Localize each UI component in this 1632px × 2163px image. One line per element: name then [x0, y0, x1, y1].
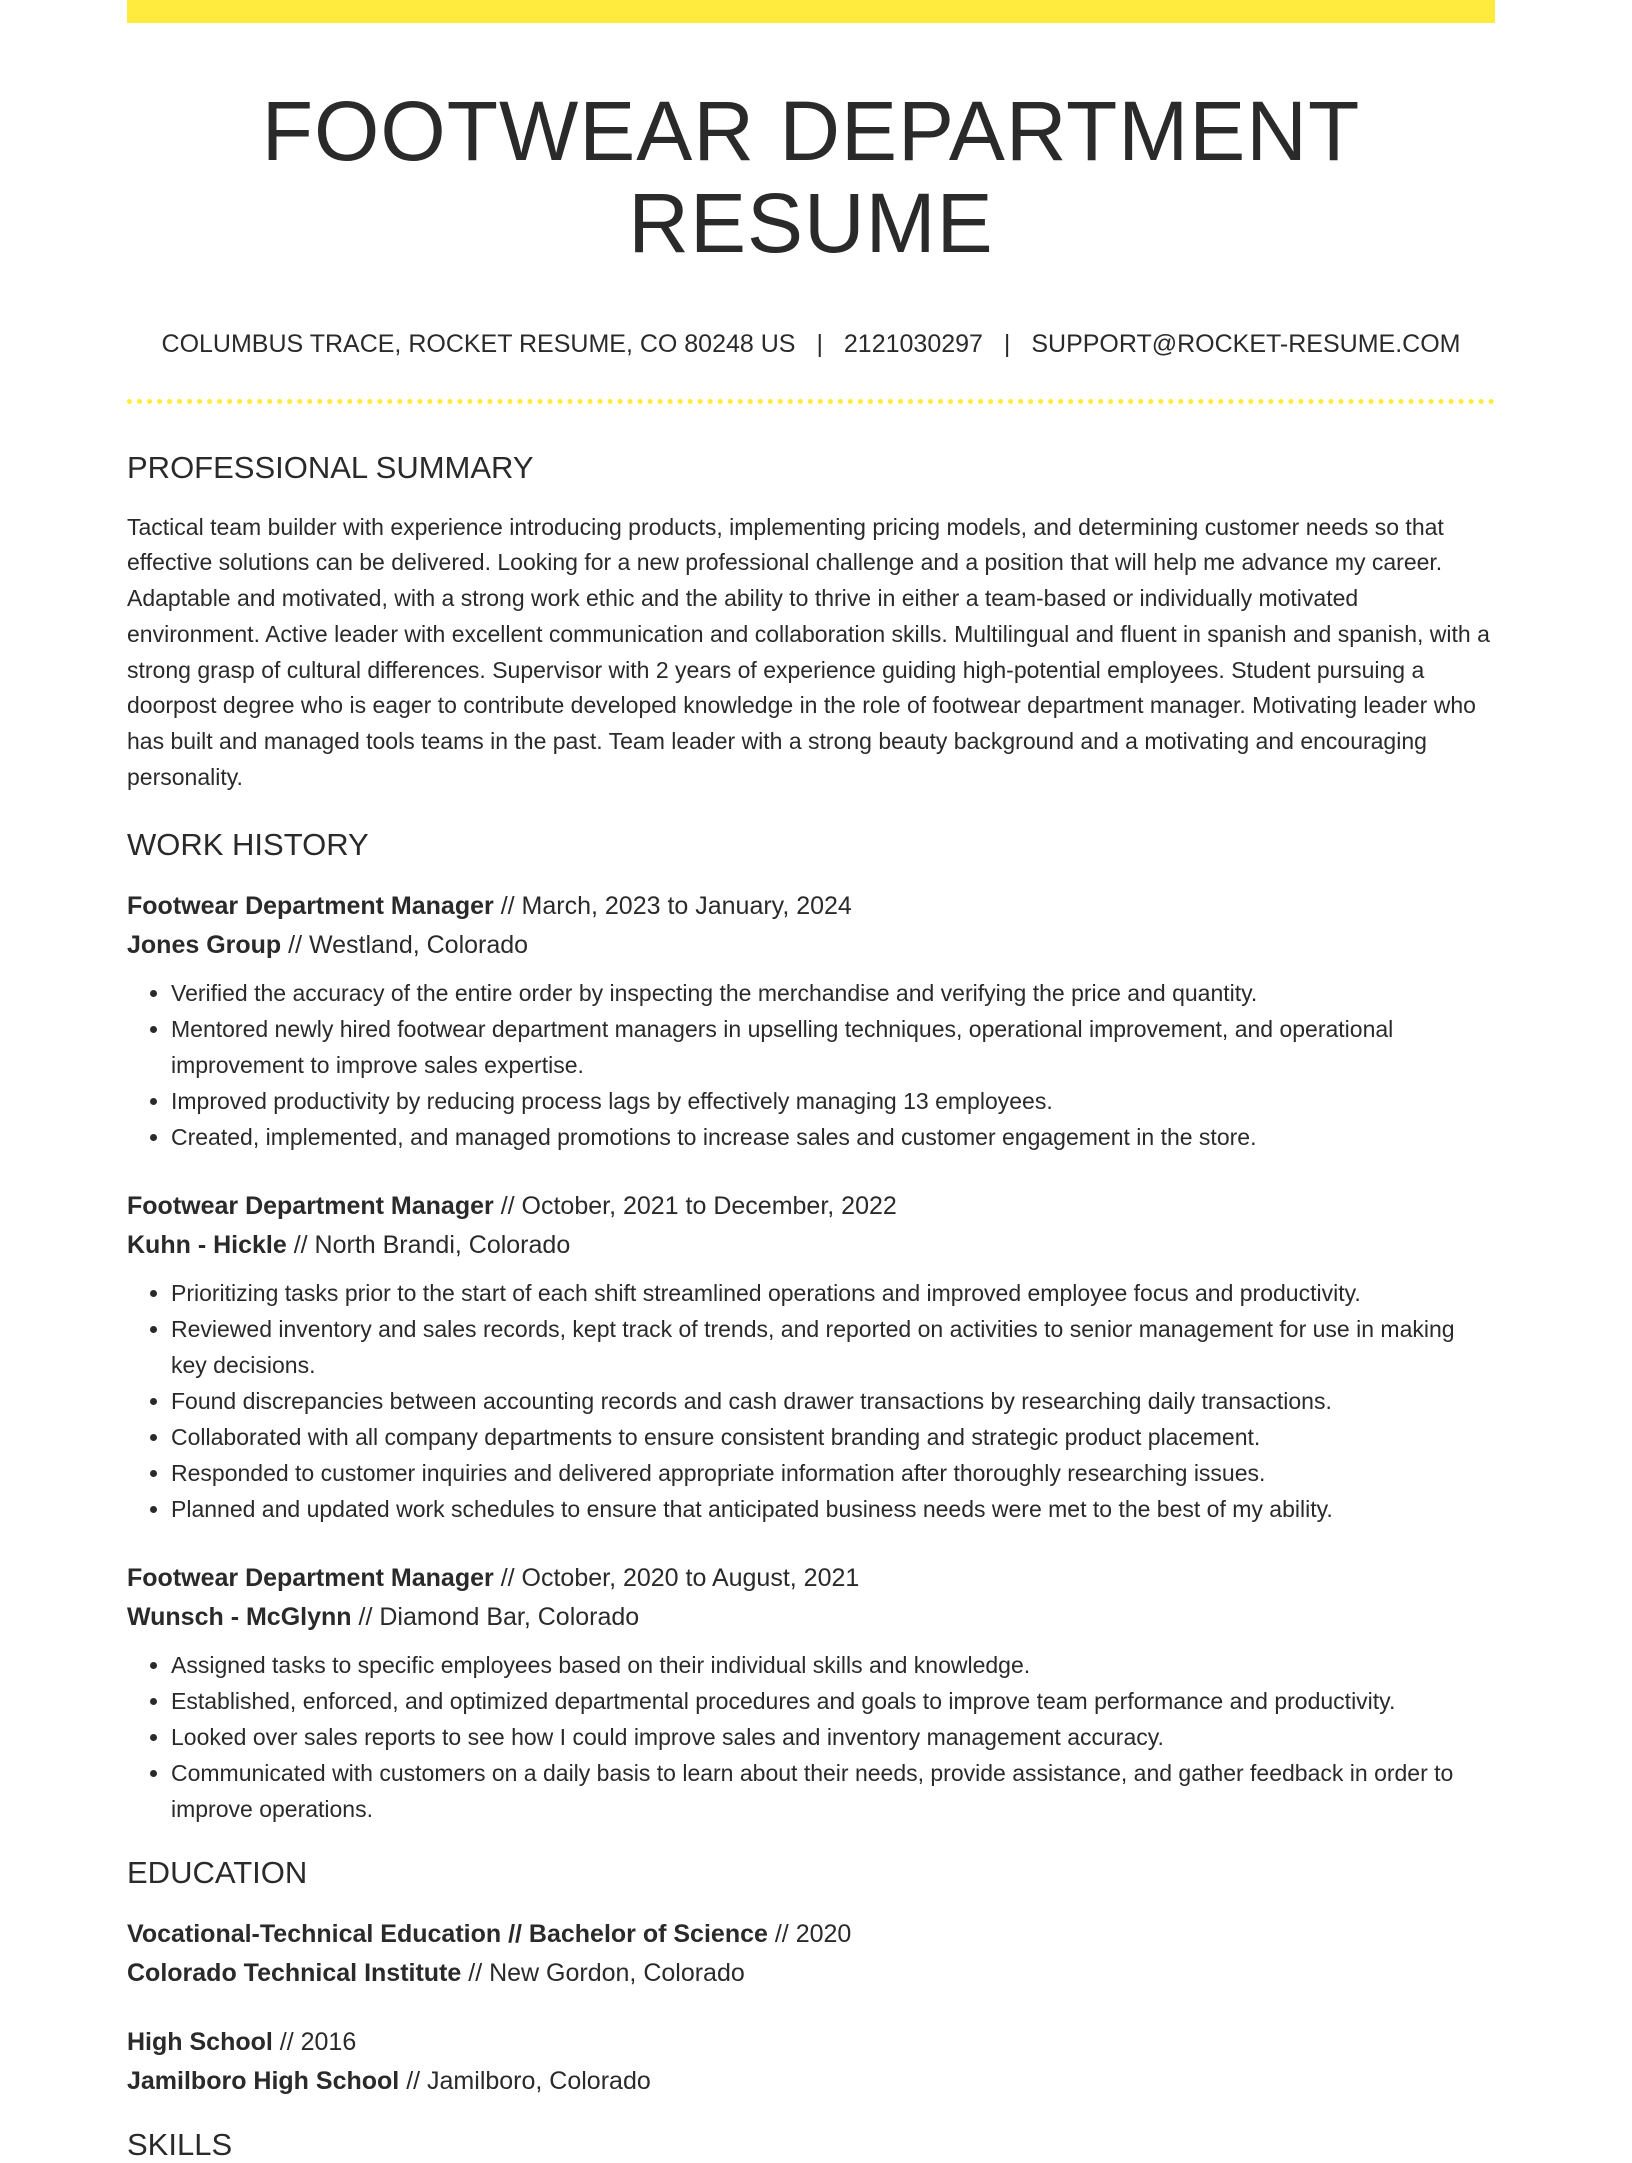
job-entry: [127, 887, 1495, 1155]
education-school: Colorado Technical Institute: [127, 1959, 462, 1988]
job-bullet: • Collaborated with all company departments to ensure consistent branding and strategic product placement.: [171, 1419, 1495, 1455]
job-dates: // March, 2023 to January, 2024: [493, 892, 852, 921]
job-bullet: • Created, implemented, and managed promotions to increase sales and customer engagement in the store.: [171, 1119, 1495, 1155]
job-bullet: • Looked over sales reports to see how I could improve sales and inventory management accuracy.: [171, 1719, 1495, 1755]
contact-address: COLUMBUS TRACE, ROCKET RESUME, CO 80248 US: [161, 329, 796, 358]
job-title: Footwear Department Manager: [127, 892, 494, 921]
job-location: // North Brandi, Colorado: [286, 1231, 571, 1260]
education-degree-line: [127, 1915, 1495, 1954]
education-location: // New Gordon, Colorado: [461, 1959, 745, 1988]
accent-bar: [127, 0, 1495, 23]
job-company: Kuhn - Hickle: [127, 1231, 287, 1260]
job-title: Footwear Department Manager: [127, 1192, 494, 1221]
job-company-line: [127, 1598, 1495, 1637]
skills-heading: SKILLS: [127, 2127, 233, 2163]
education-year: // 2016: [272, 2028, 357, 2057]
education-degree: High School: [127, 2028, 273, 2057]
job-location: // Diamond Bar, Colorado: [351, 1603, 640, 1632]
job-bullet: • Established, enforced, and optimized departmental procedures and goals to improve team performance and productivity.: [171, 1683, 1495, 1719]
job-title-line: [127, 1187, 1495, 1226]
job-bullet: • Found discrepancies between accounting records and cash drawer transactions by researching daily transactions.: [171, 1383, 1495, 1419]
job-bullet: • Mentored newly hired footwear department managers in upselling techniques, operational improvement, and operational improvement to improve sales expertise.: [171, 1011, 1495, 1083]
job-dates: // October, 2021 to December, 2022: [493, 1192, 897, 1221]
education-school: Jamilboro High School: [127, 2067, 400, 2096]
job-company: Jones Group: [127, 931, 282, 960]
job-company-line: [127, 926, 1495, 965]
summary-heading: PROFESSIONAL SUMMARY: [127, 449, 534, 485]
education-entry: [127, 2023, 1495, 2101]
contact-email: SUPPORT@ROCKET-RESUME.COM: [1031, 329, 1461, 358]
job-bullet: • Verified the accuracy of the entire order by inspecting the merchandise and verifying the price and quantity.: [171, 975, 1495, 1011]
job-title: Footwear Department Manager: [127, 1564, 494, 1593]
education-year: // 2020: [767, 1920, 852, 1949]
job-entry: [127, 1559, 1495, 1827]
contact-separator: |: [1003, 329, 1011, 358]
job-bullet: • Improved productivity by reducing process lags by effectively managing 13 employees.: [171, 1083, 1495, 1119]
education-entry: [127, 1915, 1495, 1993]
education-degree: Vocational-Technical Education // Bachelor of Science: [127, 1920, 768, 1949]
job-bullet: • Responded to customer inquiries and delivered appropriate information after thoroughly researching issues.: [171, 1455, 1495, 1491]
education-school-line: [127, 2062, 1495, 2101]
education-school-line: [127, 1954, 1495, 1993]
job-bullet: • Prioritizing tasks prior to the start of each shift streamlined operations and improved employee focus and productivity.: [171, 1275, 1495, 1311]
education-degree-line: [127, 2023, 1495, 2062]
job-company: Wunsch - McGlynn: [127, 1603, 352, 1632]
job-company-line: [127, 1226, 1495, 1265]
resume-page: [127, 0, 1495, 2163]
job-bullet: • Planned and updated work schedules to ensure that anticipated business needs were met to the best of my ability.: [171, 1491, 1495, 1527]
contact-line: [127, 330, 1495, 359]
job-bullets: [127, 975, 1495, 1155]
contact-separator: |: [816, 329, 823, 358]
job-bullets: [127, 1647, 1495, 1827]
education-heading: EDUCATION: [127, 1855, 308, 1891]
job-location: // Westland, Colorado: [281, 931, 529, 960]
work-history-heading: WORK HISTORY: [127, 827, 369, 863]
summary-text: Tactical team builder with experience introducing products, implementing pricing models, and determining customer needs so that effective solutions can be delivered. Looking for a new professional challenge and a position that will help me advance my career. Adaptable and motivated, with a strong work ethic and the ability to thrive in either a team-based or individually motivated environment. Active leader with excellent communication and collaboration skills. Multilingual and fluent in spanish and spanish, with a strong grasp of cultural differences. Supervisor with 2 years of experience guiding high-potential employees. Student pursuing a doorpost degree who is eager to contribute developed knowledge in the role of footwear department manager. Motivating leader who has built and managed tools teams in the past. Team leader with a strong beauty background and a motivating and encouraging personality.: [127, 513, 1490, 790]
contact-phone: 2121030297: [843, 329, 983, 358]
job-entry: [127, 1187, 1495, 1527]
job-title-line: [127, 1559, 1495, 1598]
resume-title: FOOTWEAR DEPARTMENT RESUME: [261, 84, 1361, 271]
dotted-divider: [127, 399, 1495, 404]
job-bullet: • Assigned tasks to specific employees based on their individual skills and knowledge.: [171, 1647, 1495, 1683]
job-bullet: • Reviewed inventory and sales records, kept track of trends, and reported on activities to senior management for use in making key decisions.: [171, 1311, 1495, 1383]
job-bullet: • Communicated with customers on a daily basis to learn about their needs, provide assistance, and gather feedback in order to improve operations.: [171, 1755, 1495, 1827]
job-title-line: [127, 887, 1495, 926]
education-location: // Jamilboro, Colorado: [399, 2067, 651, 2096]
job-dates: // October, 2020 to August, 2021: [493, 1564, 860, 1593]
job-bullets: [127, 1275, 1495, 1527]
